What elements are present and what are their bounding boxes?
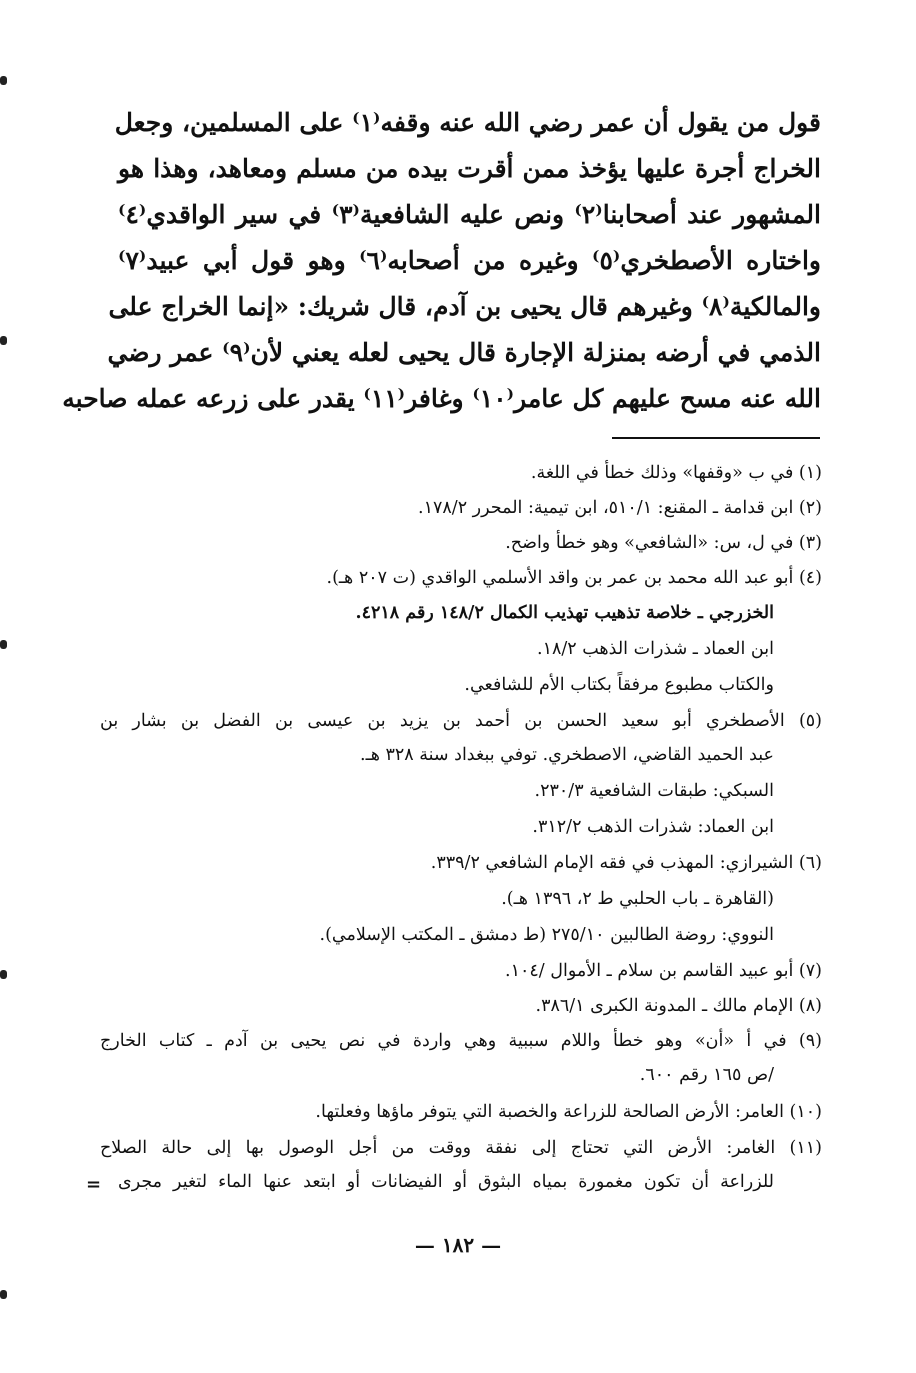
- footnote-6-source: النووي: روضة الطالبين ٢٧٥/١٠ (ط دمشق ـ المكتب الإسلامي).: [319, 925, 774, 945]
- footnote-4-note: والكتاب مطبوع مرفقاً بكتاب الأم للشافعي.: [464, 675, 774, 695]
- footnote-6: (٦) الشيرازي: المهذب في فقه الإمام الشافعي ٣٣٩/٢.: [430, 853, 822, 873]
- footnote-4-source: الخزرجي ـ خلاصة تذهيب تهذيب الكمال ١٤٨/٢ رقم ٤٢١٨.: [355, 603, 774, 623]
- main-text-line: الله عنه مسح عليهم كل عامر⁽١٠⁾ وغافر⁽١١⁾ يقدر على زرعه عمله صاحبه: [62, 384, 821, 413]
- footnote-4-source: ابن العماد ـ شذرات الذهب ١٨/٢.: [537, 639, 774, 659]
- scan-mark: [0, 1290, 7, 1299]
- footnote-8: (٨) الإمام مالك ـ المدونة الكبرى ٣٨٦/١.: [535, 996, 822, 1016]
- footnote-5-source: السبكي: طبقات الشافعية ٢٣٠/٣.: [534, 781, 774, 801]
- scan-mark: [0, 76, 7, 85]
- main-text-line: واختاره الأصطخري⁽٥⁾ وغيره من أصحابه⁽٦⁾ وهو قول أبي عبيد⁽٧⁾: [118, 246, 821, 275]
- footnote-11-continuation: للزراعة أن تكون مغمورة بمياه البثوق أو الفيضانات أو ابتعد عنها الماء لتغير مجرى: [118, 1172, 774, 1192]
- main-text: [62, 100, 821, 422]
- footnote-5: (٥) الأصطخري أبو سعيد الحسن بن أحمد بن يزيد بن عيسى بن الفضل بن بشار بن: [100, 711, 822, 731]
- footnote-6-edition: (القاهرة ـ باب الحلبي ط ٢، ١٣٩٦ هـ).: [501, 889, 774, 909]
- footnote-separator: [612, 437, 820, 439]
- scan-mark: [0, 970, 7, 979]
- footnote-2: (٢) ابن قدامة ـ المقنع: ٥١٠/١، ابن تيمية: المحرر ١٧٨/٢.: [418, 498, 822, 518]
- footnote-5-source: ابن العماد: شذرات الذهب ٣١٢/٢.: [532, 817, 774, 837]
- footnote-3: (٣) في ل، س: «الشافعي» وهو خطأ واضح.: [505, 533, 822, 553]
- footnote-4: (٤) أبو عبد الله محمد بن عمر بن واقد الأسلمي الواقدي (ت ٢٠٧ هـ).: [326, 568, 822, 588]
- footnote-10: (١٠) العامر: الأرض الصالحة للزراعة والخصبة التي يتوفر ماؤها وفعلتها.: [315, 1102, 822, 1122]
- footnote-7: (٧) أبو عبيد القاسم بن سلام ـ الأموال /١٠٤.: [505, 961, 822, 981]
- main-text-line: والمالكية⁽٨⁾ وغيرهم قال يحيى بن آدم، قال شريك: «إنما الخراج على: [108, 292, 821, 321]
- footnote-9: (٩) في أ «أن» وهو خطأ واللام سببية وهي واردة في نص يحيى بن آدم ـ كتاب الخارج: [100, 1031, 822, 1051]
- main-text-line: الذمي في أرضه بمنزلة الإجارة قال يحيى لعله يعني لأن⁽٩⁾ عمر رضي: [107, 338, 821, 367]
- continuation-mark: =: [86, 1174, 102, 1195]
- page-number: — ١٨٢ —: [414, 1233, 502, 1257]
- main-text-line: الخراج أجرة عليها يؤخذ ممن أقرت بيده من مسلم ومعاهد، وهذا هو: [118, 154, 821, 183]
- scan-mark: [0, 336, 7, 345]
- scan-mark: [0, 640, 7, 649]
- main-text-line: قول من يقول أن عمر رضي الله عنه وقفه⁽١⁾ على المسلمين، وجعل: [114, 108, 821, 137]
- footnote-9-continuation: /ص ١٦٥ رقم ٦٠٠.: [639, 1065, 774, 1085]
- footnote-5-continuation: عبد الحميد القاضي، الاصطخري. توفي ببغداد سنة ٣٢٨ هـ.: [360, 745, 774, 765]
- footnote-1: (١) في ب «وقفها» وذلك خطأ في اللغة.: [530, 463, 822, 483]
- footnote-11: (١١) الغامر: الأرض التي تحتاج إلى نفقة ووقت من أجل الوصول بها إلى حالة الصلاح: [100, 1138, 822, 1158]
- main-text-line: المشهور عند أصحابنا⁽٢⁾ ونص عليه الشافعية⁽٣⁾ في سير الواقدي⁽٤⁾: [118, 200, 821, 229]
